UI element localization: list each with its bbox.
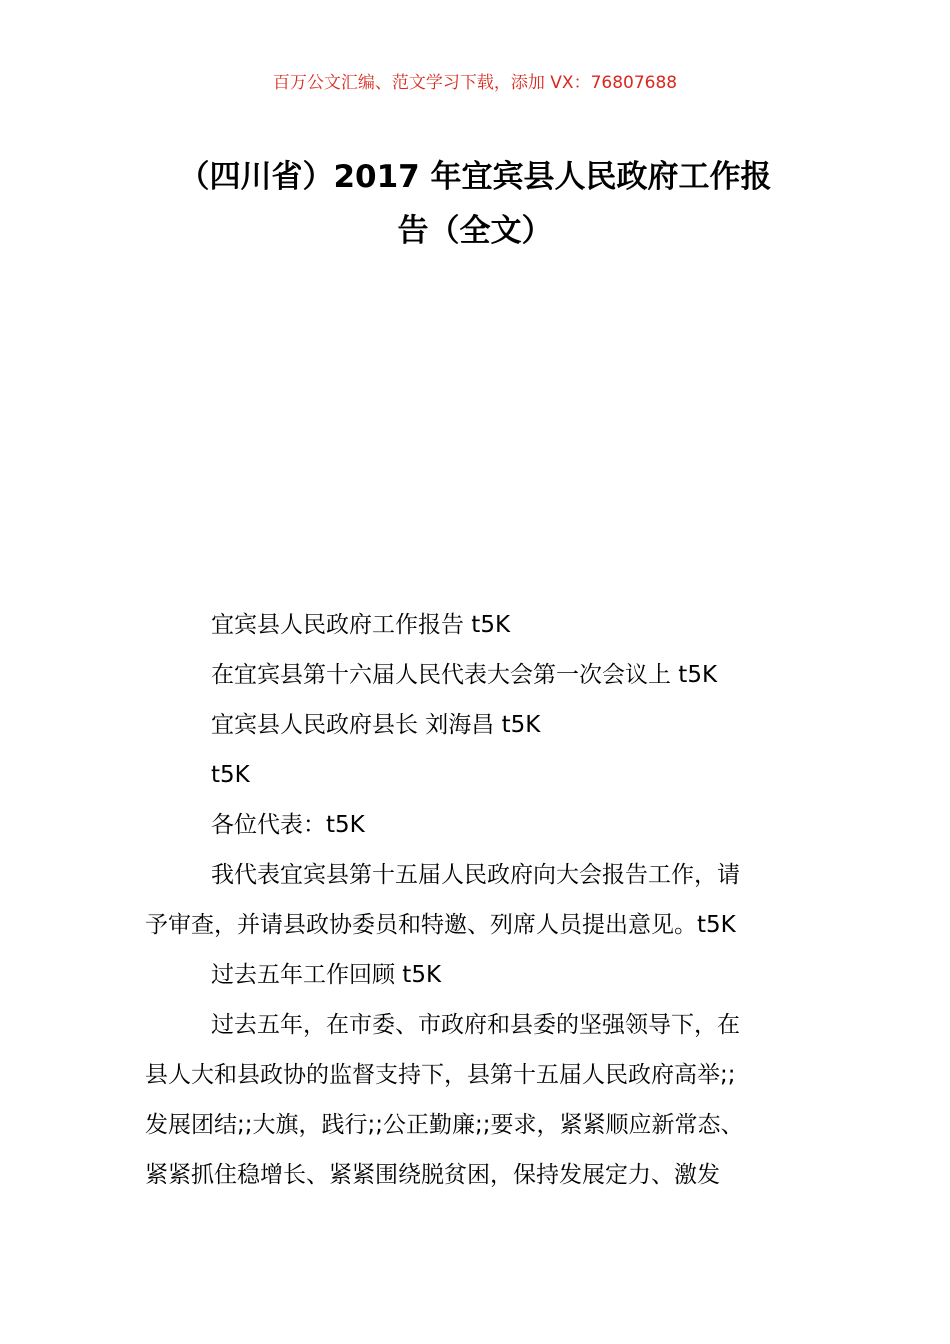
paragraph-meeting: 在宜宾县第十六届人民代表大会第一次会议上 t5K	[211, 662, 718, 688]
paragraph-salutation: 各位代表：t5K	[211, 812, 365, 838]
paragraph-report-name: 宜宾县人民政府工作报告 t5K	[211, 612, 511, 638]
paragraph-review-line-2: 县人大和县政协的监督支持下，县第十五届人民政府高举;;	[145, 1062, 736, 1088]
paragraph-speaker: 宜宾县人民政府县长 刘海昌 t5K	[211, 712, 541, 738]
paragraph-intro-line-2: 予审查，并请县政协委员和特邀、列席人员提出意见。t5K	[145, 912, 736, 938]
document-body	[145, 600, 815, 1200]
paragraph-review-line-4: 紧紧抓住稳增长、紧紧围绕脱贫困，保持发展定力、激发	[145, 1162, 720, 1188]
section-heading-review: 过去五年工作回顾 t5K	[211, 962, 442, 988]
document-title	[120, 150, 830, 258]
paragraph-blank: t5K	[211, 762, 250, 788]
title-line-1: （四川省）2017 年宜宾县人民政府工作报	[178, 159, 772, 195]
paragraph-intro-line-1: 我代表宜宾县第十五届人民政府向大会报告工作，请	[211, 862, 740, 888]
title-line-2: 告（全文）	[397, 213, 553, 249]
paragraph-review-line-1: 过去五年，在市委、市政府和县委的坚强领导下，在	[211, 1012, 740, 1038]
paragraph-review-line-3: 发展团结;;大旗，践行;;公正勤廉;;要求，紧紧顺应新常态、	[145, 1112, 744, 1138]
watermark-header: 百万公文汇编、范文学习下载，添加 VX：76807688	[272, 73, 678, 93]
